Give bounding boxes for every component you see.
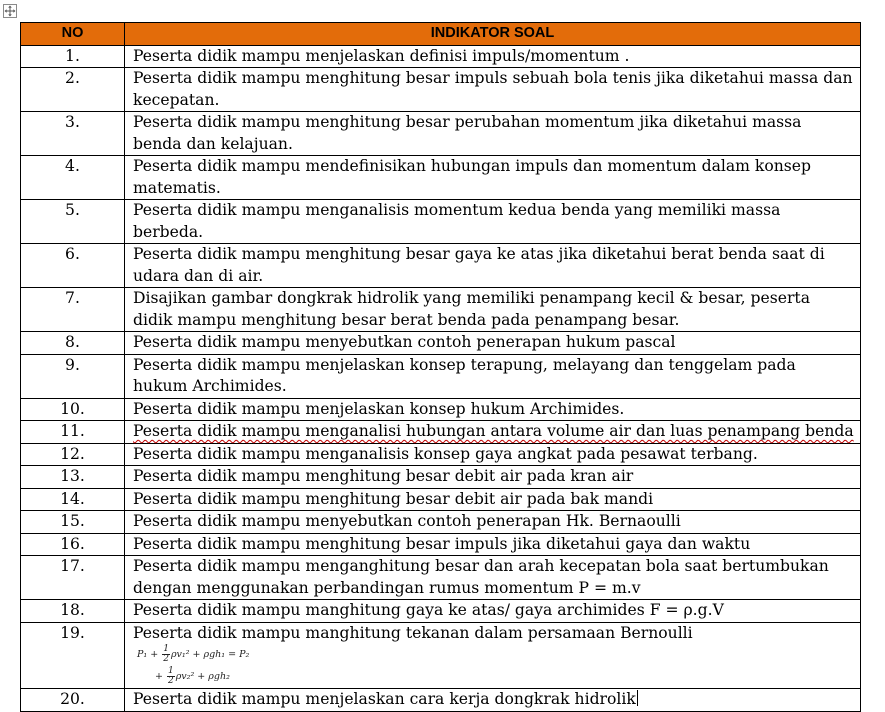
row-indicator-text: Peserta didik mampu menghitung besar debit air pada kran air	[125, 466, 861, 489]
formula-line-1	[137, 644, 854, 666]
row-number: 18.	[21, 600, 125, 623]
row-number: 19.	[21, 622, 125, 689]
row-number: 15.	[21, 511, 125, 534]
table-row	[21, 288, 861, 332]
text-cursor	[637, 690, 638, 706]
row-indicator-text: Peserta didik mampu menjelaskan konsep hukum Archimides.	[125, 398, 861, 421]
row-number: 14.	[21, 488, 125, 511]
formula-term: ρv₂² + ρgh₂	[175, 671, 230, 682]
row-indicator-text: Peserta didik mampu menyebutkan contoh penerapan hukum pascal	[125, 332, 861, 355]
row-indicator-text: Peserta didik mampu menghitung besar impuls sebuah bola tenis jika diketahui massa dan kecepatan.	[125, 68, 861, 112]
table-row	[21, 156, 861, 200]
row-indicator-text: Peserta didik mampu menghitung besar debit air pada bak mandi	[125, 488, 861, 511]
row-indicator-text: Peserta didik mampu menganghitung besar dan arah kecepatan bola saat bertumbukan dengan menggunakan perbandingan rumus momentum P = m.v	[125, 556, 861, 600]
row-number: 6.	[21, 244, 125, 288]
table-row	[21, 112, 861, 156]
row-indicator-text: Peserta didik mampu manghitung tekanan dalam persamaan Bernoulli	[133, 623, 693, 642]
row-indicator-text: Peserta didik mampu menjelaskan definisi impuls/momentum .	[125, 45, 861, 68]
header-no: NO	[21, 23, 125, 46]
row-number: 10.	[21, 398, 125, 421]
table-row	[21, 421, 861, 444]
row-number: 7.	[21, 288, 125, 332]
table-move-handle-icon[interactable]	[3, 4, 17, 18]
row-indicator-text: Peserta didik mampu menjelaskan konsep terapung, melayang dan tenggelam pada hukum Archimides.	[125, 354, 861, 398]
row-indicator-text	[125, 421, 861, 444]
table-row	[21, 45, 861, 68]
table-row	[21, 622, 861, 689]
formula-term: P₁ +	[137, 649, 162, 660]
formula-line-2	[155, 666, 854, 688]
row-indicator-text: Peserta didik mampu menganalisis konsep gaya angkat pada pesawat terbang.	[125, 443, 861, 466]
row-indicator-text: Peserta didik mampu manghitung gaya ke atas/ gaya archimides F = ρ.g.V	[125, 600, 861, 623]
row-number: 1.	[21, 45, 125, 68]
row-indicator-text: Peserta didik mampu menghitung besar perubahan momentum jika diketahui massa benda dan kelajuan.	[125, 112, 861, 156]
table-row	[21, 332, 861, 355]
table-row	[21, 488, 861, 511]
row-number: 3.	[21, 112, 125, 156]
table-header-row	[21, 23, 861, 46]
table-row	[21, 398, 861, 421]
row-number: 12.	[21, 443, 125, 466]
row-number: 5.	[21, 200, 125, 244]
formula-fraction: $\frac{1}{2}$	[163, 644, 169, 664]
row-number: 13.	[21, 466, 125, 489]
table-row	[21, 533, 861, 556]
table-row	[21, 511, 861, 534]
row-number: 17.	[21, 556, 125, 600]
formula-fraction: $\frac{1}{2}$	[167, 666, 174, 686]
table-row	[21, 466, 861, 489]
table-row	[21, 689, 861, 712]
row-number: 16.	[21, 533, 125, 556]
row-number: 20.	[21, 689, 125, 712]
row-indicator-text: Peserta didik mampu menyebutkan contoh penerapan Hk. Bernaoulli	[125, 511, 861, 534]
row-indicator-text: Peserta didik mampu menganalisis momentum kedua benda yang memiliki massa berbeda.	[125, 200, 861, 244]
formula-term: +	[155, 671, 166, 682]
indicator-table	[20, 22, 861, 712]
table-row	[21, 600, 861, 623]
row-number: 11.	[21, 421, 125, 444]
row-indicator-cell[interactable]	[125, 689, 861, 712]
bernoulli-formula	[137, 644, 854, 688]
row-indicator-text: Peserta didik mampu mendefinisikan hubungan impuls dan momentum dalam konsep matematis.	[125, 156, 861, 200]
row-number: 9.	[21, 354, 125, 398]
row-number: 8.	[21, 332, 125, 355]
row-number: 2.	[21, 68, 125, 112]
table-row	[21, 443, 861, 466]
row-indicator-text[interactable]: Peserta didik mampu menjelaskan cara kerja dongkrak hidrolik	[133, 690, 636, 708]
row-indicator-text: Disajikan gambar dongkrak hidrolik yang memiliki penampang kecil & besar, peserta didik mampu menghitung besar berat benda pada penampang besar.	[125, 288, 861, 332]
row-number: 4.	[21, 156, 125, 200]
table-row	[21, 244, 861, 288]
table-row	[21, 556, 861, 600]
spellcheck-flagged-text: Peserta didik mampu menganalisi hubungan antara volume air dan luas penampang benda	[133, 422, 854, 440]
table-row	[21, 354, 861, 398]
row-indicator-text: Peserta didik mampu menghitung besar gaya ke atas jika diketahui berat benda saat di udara dan di air.	[125, 244, 861, 288]
row-indicator-cell	[125, 622, 861, 689]
row-indicator-text: Peserta didik mampu menghitung besar impuls jika diketahui gaya dan waktu	[125, 533, 861, 556]
table-row	[21, 200, 861, 244]
table-row	[21, 68, 861, 112]
header-indicator: INDIKATOR SOAL	[125, 23, 861, 46]
formula-term: ρv₁² + ρgh₁ = P₂	[170, 649, 250, 660]
